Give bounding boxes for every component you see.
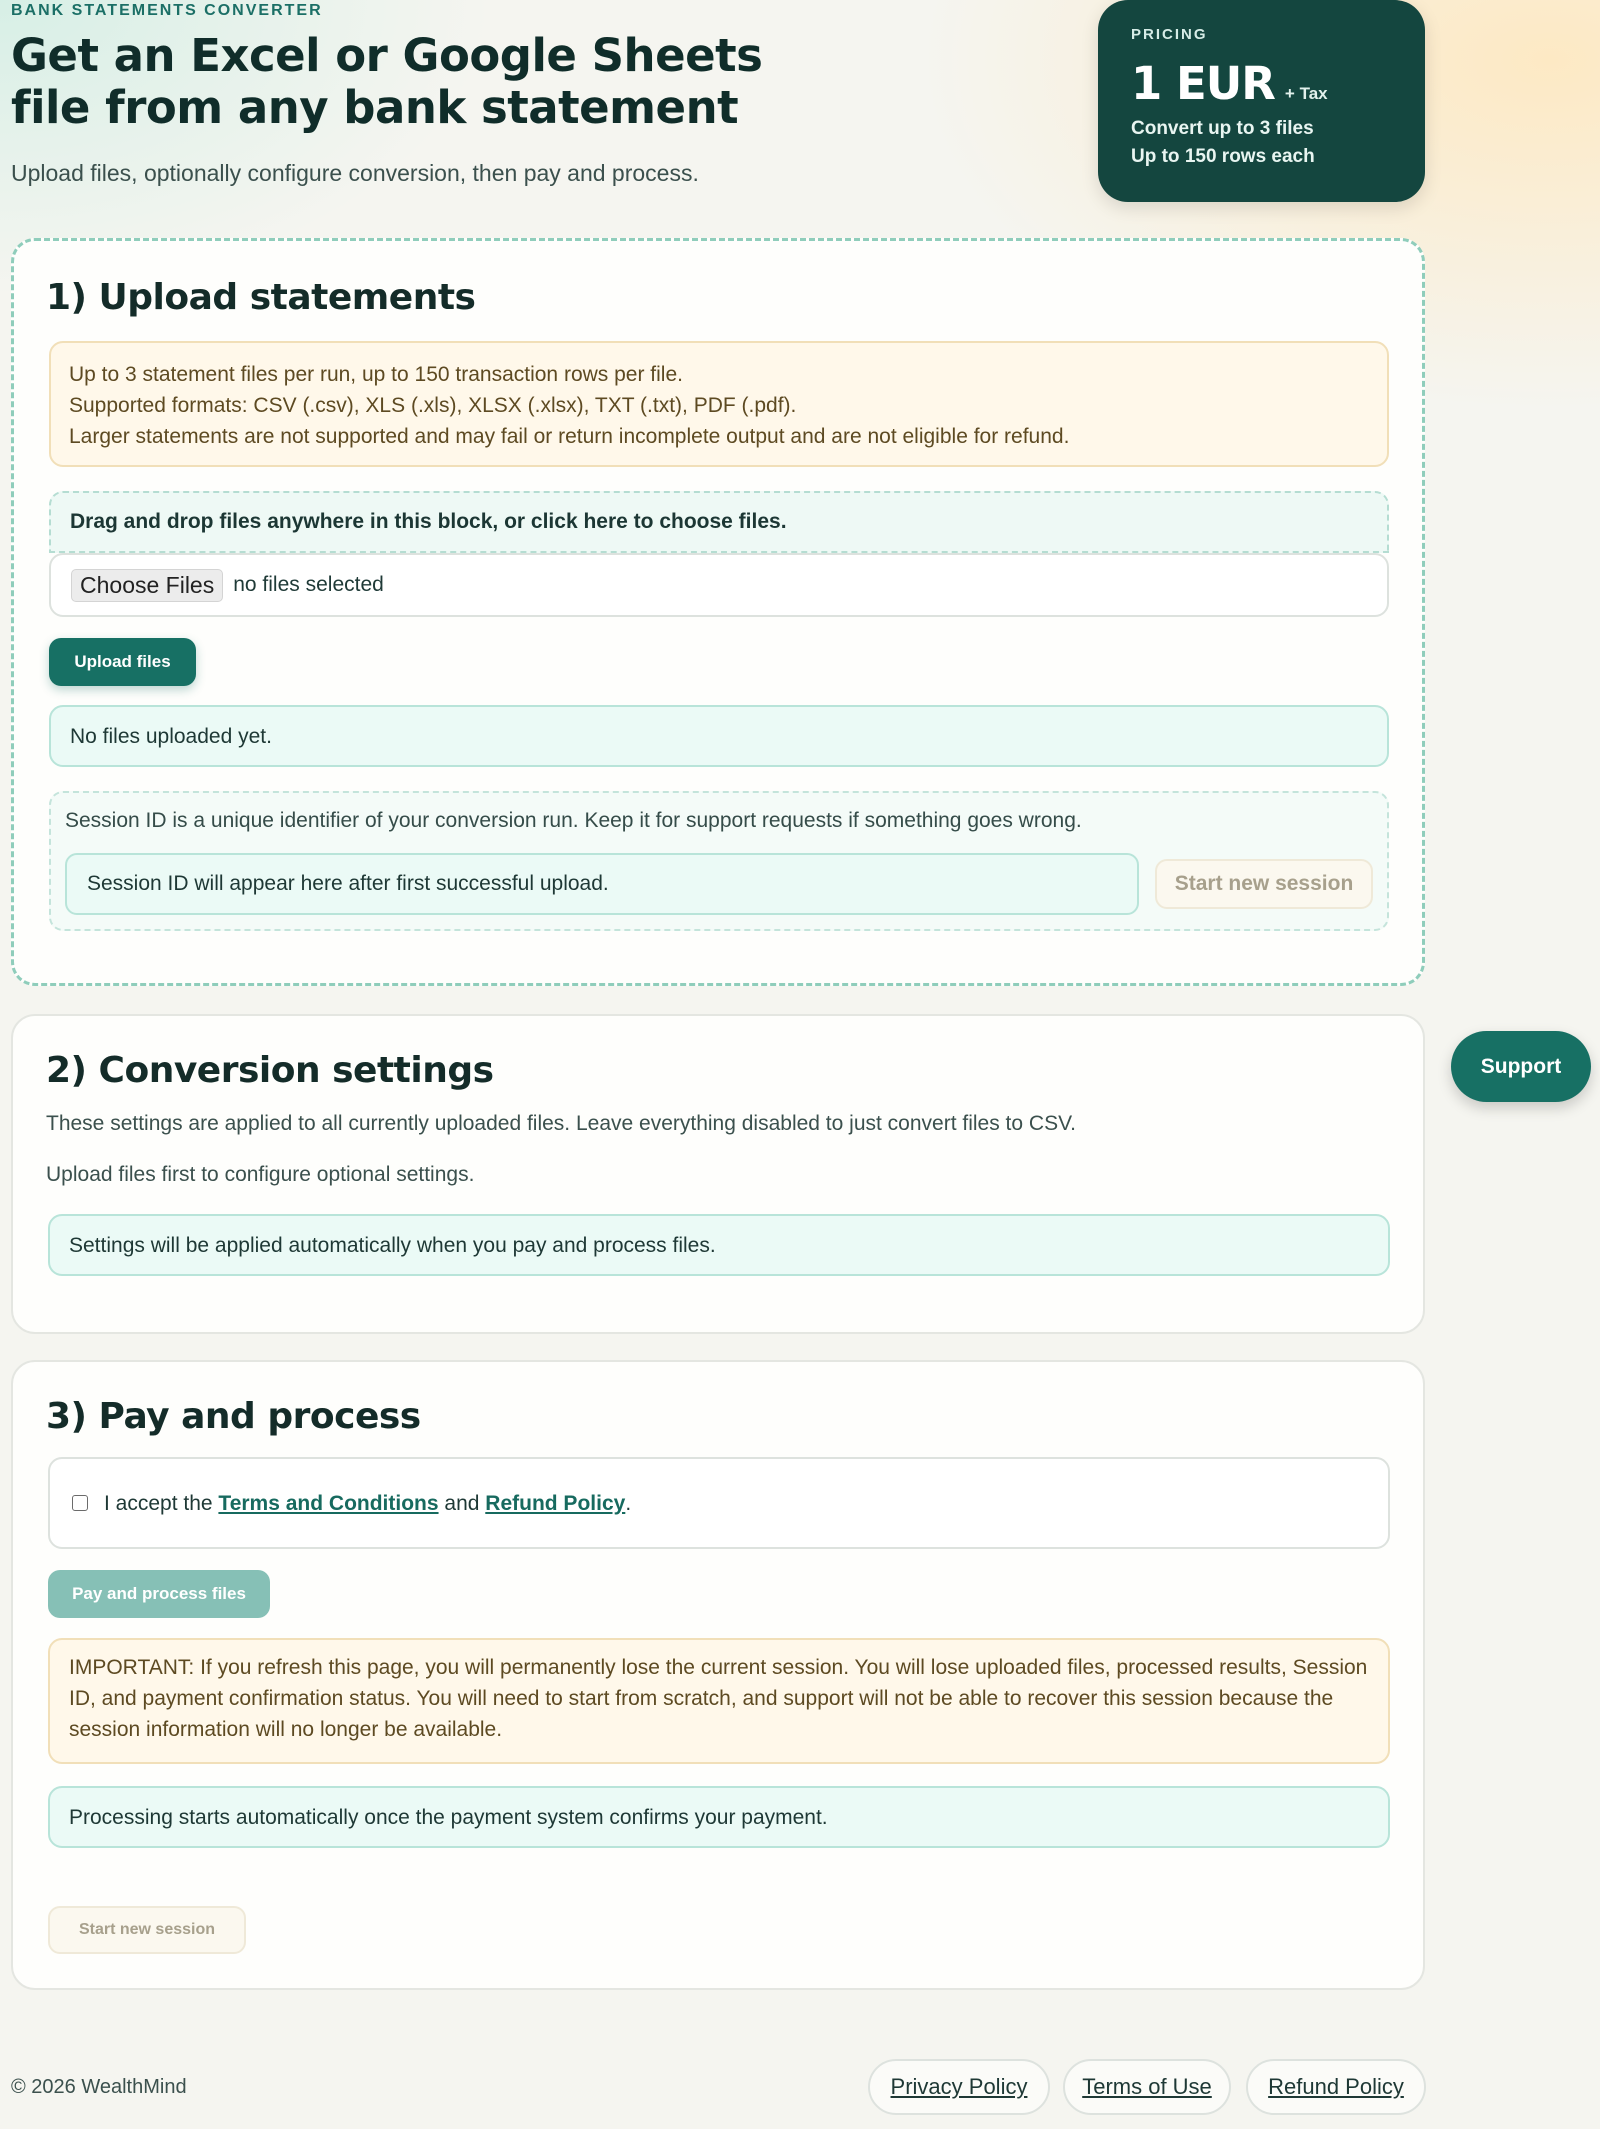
settings-section [11, 1014, 1425, 1334]
copyright: © 2026 WealthMind [11, 2076, 187, 2098]
pricing-amount: 1 EUR [1131, 57, 1275, 110]
page-subtitle: Upload files, optionally configure conversion, then pay and process. [11, 160, 699, 186]
accept-period: . [625, 1491, 632, 1515]
footer-terms-of-use-link[interactable]: Terms of Use [1063, 2059, 1231, 2115]
pay-section [11, 1360, 1425, 1990]
drop-zone[interactable]: Drag and drop files anywhere in this block, or click here to choose files. [49, 491, 1389, 553]
file-input-status: no files selected [233, 573, 384, 596]
pricing-price [1131, 57, 1392, 110]
pay-section-title: 3) Pay and process [46, 1396, 421, 1437]
start-new-session-button-bottom[interactable]: Start new session [48, 1906, 246, 1954]
session-id-field[interactable]: Session ID will appear here after first successful upload. [65, 853, 1139, 915]
refresh-warning: IMPORTANT: If you refresh this page, you will permanently lose the current session. You will lose uploaded files, processed results, Session ID, and payment confirmation status. You will need to start from scratch, and support will not be able to recover this session because the session information will no longer be available. [48, 1638, 1390, 1764]
accept-prefix: I accept the [104, 1491, 213, 1515]
terms-acceptance [48, 1457, 1390, 1549]
pricing-line-rows: Up to 150 rows each [1131, 146, 1315, 167]
limit-size: Larger statements are not supported and may fail or return incomplete output and are not eligible for refund. [69, 425, 1070, 448]
settings-info: Settings will be applied automatically when you pay and process files. [48, 1214, 1390, 1276]
footer-refund-policy-link[interactable]: Refund Policy [1246, 2059, 1426, 2115]
processing-info: Processing starts automatically once the payment system confirms your payment. [48, 1786, 1390, 1848]
pricing-label: PRICING [1131, 26, 1208, 43]
start-new-session-button[interactable]: Start new session [1155, 859, 1373, 909]
limit-formats: Supported formats: CSV (.csv), XLS (.xls), XLSX (.xlsx), TXT (.txt), PDF (.pdf). [69, 394, 797, 417]
pricing-tax: + Tax [1284, 84, 1328, 103]
accept-terms-checkbox[interactable] [72, 1495, 88, 1511]
settings-section-title: 2) Conversion settings [46, 1050, 494, 1091]
settings-hint: Upload files first to configure optional settings. [46, 1163, 475, 1186]
pay-and-process-button[interactable]: Pay and process files [48, 1570, 270, 1618]
page-title: Get an Excel or Google Sheets file from any bank statement [11, 29, 763, 134]
upload-limits-notice [49, 341, 1389, 467]
upload-section[interactable] [11, 238, 1425, 986]
eyebrow: BANK STATEMENTS CONVERTER [11, 2, 323, 19]
pricing-card [1098, 0, 1425, 202]
pricing-line-files: Convert up to 3 files [1131, 118, 1314, 139]
upload-files-button[interactable]: Upload files [49, 638, 196, 686]
upload-status: No files uploaded yet. [49, 705, 1389, 767]
settings-description: These settings are applied to all currently uploaded files. Leave everything disabled to just convert files to CSV. [46, 1112, 1076, 1135]
session-note: Session ID is a unique identifier of your conversion run. Keep it for support requests if something goes wrong. [65, 809, 1082, 832]
file-input[interactable] [49, 553, 1389, 617]
limit-rows: Up to 3 statement files per run, up to 150 transaction rows per file. [69, 363, 683, 386]
session-panel [49, 791, 1389, 931]
footer-privacy-policy-link[interactable]: Privacy Policy [868, 2059, 1050, 2115]
refund-policy-link[interactable]: Refund Policy [485, 1491, 626, 1515]
terms-link[interactable]: Terms and Conditions [218, 1491, 439, 1515]
support-button[interactable]: Support [1451, 1031, 1591, 1102]
upload-section-title: 1) Upload statements [46, 277, 476, 318]
accept-and: and [444, 1491, 480, 1515]
choose-files-button[interactable]: Choose Files [71, 569, 223, 602]
